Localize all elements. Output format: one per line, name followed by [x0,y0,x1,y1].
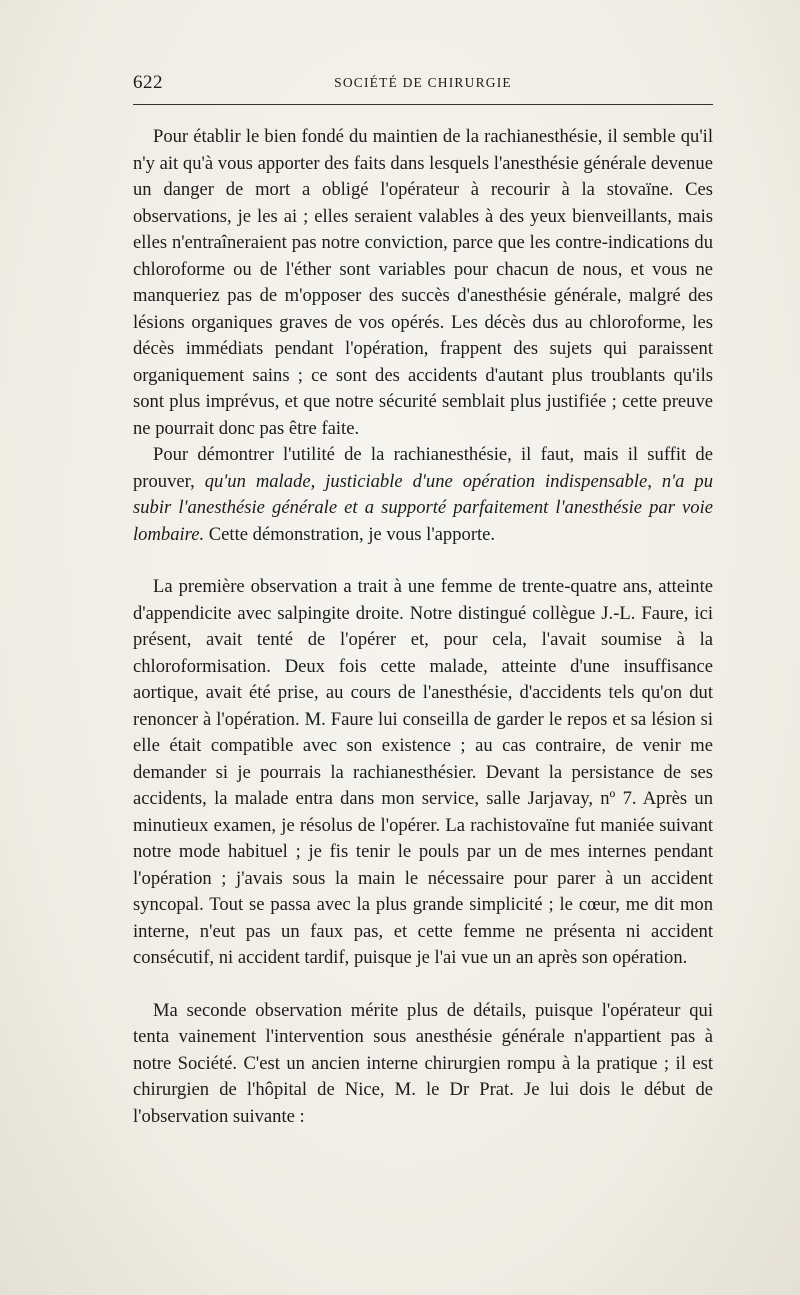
running-head: SOCIÉTÉ DE CHIRURGIE [334,75,512,90]
page-header [133,72,713,98]
page-number: 622 [133,72,163,93]
paragraph-4: Ma seconde observation mérite plus de détails, puisque l'opérateur qui tenta vainement l'intervention sous anesthésie générale n'appartient pas à notre Société. C'est un ancien interne chirurgien rompu à la pratique ; il est chirurgien de l'hôpital de Nice, M. le Dr Prat. Je lui dois le début de l'observation suivante : [133,999,713,1127]
paragraph-3: La première observation a trait à une femme de trente-quatre ans, atteinte d'appendicite avec salpingite droite. Notre distingué collègue J.-L. Faure, ici présent, avait tenté de l'opérer et, pour cela, l'avait soumise à la chloroformisation. Deux fois cette malade, atteinte d'une insuffisance aortique, avait été prise, au cours de l'anesthésie, d'accidents tels qu'on dut renoncer à l'opération. M. Faure lui conseilla de garder le repos et sa lésion si elle était compatible avec son existence ; au cas contraire, de venir me demander si je pourrais la rachianesthésier. Devant la persistance de ses accidents, la malade entra dans mon service, salle Jarjavay, nº 7. Après un minutieux examen, je résolus de l'opérer. La rachistovaïne fut maniée suivant notre mode habituel ; je fis tenir le pouls par un de mes internes pendant l'opération ; j'avais sous la main le nécessaire pour parer à un accident syncopal. Tout se passa avec la plus grande simplicité ; le cœur, me dit mon interne, n'eut pas un faux pas, et cette femme ne présenta ni accident consécutif, ni accident tardif, puisque je l'ai vue un an après son opération. [133,576,713,968]
paragraph-2 [133,442,713,548]
paragraph-2-before: Pour démontrer l'utilité de la rachianesthésie, il faut, mais il suffit de prouver, [133,444,713,492]
header-rule [133,104,713,105]
paragraph-2-italic: qu'un malade, justiciable d'une opération indispensable, n'a pu subir l'anesthésie générale et a supporté parfaitement l'anesthésie par voie lombaire. [133,470,713,545]
paragraph-1: Pour établir le bien fondé du maintien de la rachianesthésie, il semble qu'il n'y ait qu'à vous apporter des faits dans lesquels l'anesthésie générale devenue un danger de mort a obligé l'opérateur à recourir à la stovaïne. Ces observations, je les ai ; elles seraient valables à des yeux bienveillants, mais elles n'entraîneraient pas notre conviction, parce que les contre-indications du chloroforme ou de l'éther sont variables pour chacun de nous, et vous ne manqueriez pas de m'opposer des succès d'anesthésie générale, malgré des lésions organiques graves de vos opérés. Les décès dus au chloroforme, les décès immédiats pendant l'opération, frappent des sujets qui paraissent organiquement sains ; ce sont des accidents d'autant plus troublants qu'ils sont plus imprévus, et que notre sécurité semblait plus justifiée ; cette preuve ne pourrait donc pas être faite. [133,126,713,439]
paragraph-2-after: Cette démonstration, je vous l'apporte. [204,523,496,545]
body-text [133,124,713,1130]
